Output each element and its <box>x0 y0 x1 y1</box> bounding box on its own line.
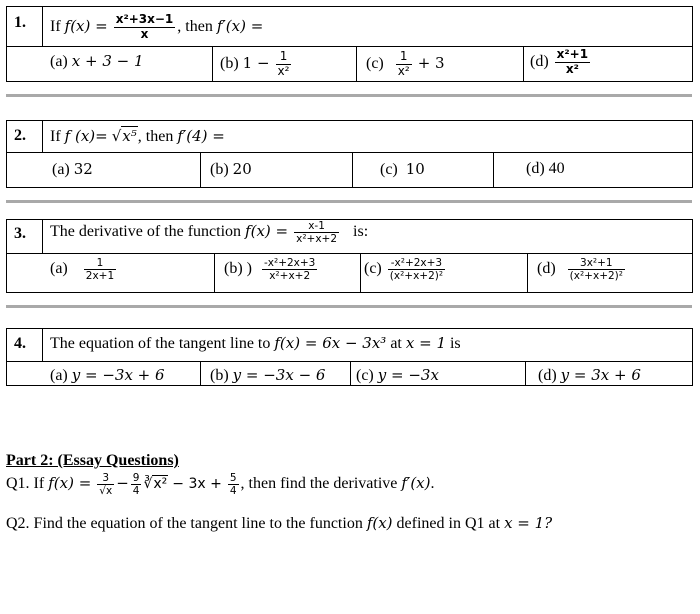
q1-option-b-fraction <box>276 50 292 79</box>
q4-option-a-text: y = −3x + 6 <box>71 366 165 384</box>
q4-option-divider-1 <box>200 361 201 386</box>
part2-q2 <box>6 514 552 533</box>
part2-q1-root-sign: ∛ <box>143 476 153 493</box>
q4-option-c-text: y = −3x <box>377 366 439 384</box>
q3-frac-num: x-1 <box>308 220 325 232</box>
question-4-stem <box>50 334 461 353</box>
q3-option-d-label: (d) <box>537 260 556 278</box>
separator-3 <box>6 305 692 308</box>
part2-q1-t2-num: 9 <box>132 472 140 484</box>
part2-q1-deriv: f′(x) <box>401 474 431 493</box>
part2-q2-mid: defined in Q1 at <box>396 515 501 532</box>
q3-stem-fraction <box>294 220 339 245</box>
q3-c-num: -x²+2x+3 <box>390 257 443 269</box>
q3-option-c-label: (c) <box>364 260 382 278</box>
q1-option-c-post: + 3 <box>417 53 445 72</box>
q1-d-num: x²+1 <box>556 47 589 61</box>
part2-q1-radicand: x² <box>153 476 168 493</box>
q2-stem-prefix: If <box>50 128 61 145</box>
q1-stem-fraction <box>114 13 176 42</box>
part2-q1-tail: , then find the derivative <box>240 475 398 493</box>
q3-option-c[interactable] <box>364 257 447 282</box>
q1-option-b-pre: 1 − <box>242 53 270 72</box>
q3-option-b-label: (b) ) <box>224 260 252 278</box>
q1-option-divider-3 <box>523 46 524 82</box>
q2-stem-radicand: x⁵ <box>122 127 137 145</box>
q2-option-divider-2 <box>352 152 353 188</box>
q3-option-c-fraction <box>388 257 445 282</box>
q2-option-b-label: (b) <box>210 161 229 178</box>
q2-option-b[interactable] <box>210 160 252 179</box>
part2-q1-end: . <box>430 475 435 493</box>
q3-row-divider <box>6 253 693 254</box>
q1-option-d[interactable] <box>530 48 592 77</box>
q3-option-divider-3 <box>527 253 528 293</box>
q2-option-c-text: 10 <box>405 160 425 178</box>
q4-option-b-label: (b) <box>210 367 229 384</box>
q1-b-num: 1 <box>279 49 288 63</box>
separator-1 <box>6 94 692 97</box>
q1-option-b-label: (b) <box>220 54 239 72</box>
q4-option-d-text: y = 3x + 6 <box>560 366 641 384</box>
q4-option-b-text: y = −3x − 6 <box>232 366 326 384</box>
part2-q1-func: f(x) = <box>48 474 92 493</box>
q3-stem-func: f(x) = <box>245 222 289 241</box>
q4-option-b[interactable] <box>210 366 325 385</box>
part2-q1-t4-den: 4 <box>229 485 237 498</box>
separator-2 <box>6 200 692 203</box>
q1-option-divider-2 <box>356 46 357 82</box>
part2-q1-t4-num: 5 <box>229 472 237 484</box>
q2-number-divider <box>42 120 43 152</box>
q2-option-a-label: (a) <box>52 161 70 178</box>
q1-row-divider <box>6 46 693 47</box>
q1-option-divider-1 <box>212 46 213 82</box>
q2-row-divider <box>6 152 693 153</box>
q4-stem-math: f(x) = 6x − 3x³ <box>274 334 387 352</box>
part2-q1-t1-num: 3 <box>102 472 110 484</box>
q3-stem-suffix: is: <box>353 223 369 241</box>
q1-option-d-fraction <box>555 48 590 77</box>
part2-q1-label: Q1. If <box>6 475 45 493</box>
q1-b-den: x² <box>277 63 290 78</box>
q2-stem-deriv: f′(4) = <box>177 127 225 145</box>
question-1-number: 1. <box>14 14 26 31</box>
q1-number-divider <box>42 6 43 46</box>
q1-stem-func: f(x) = <box>64 16 108 35</box>
q1-stem-suffix: , then <box>177 17 213 35</box>
part2-q1-cuberoot <box>143 475 168 492</box>
q1-d-den: x² <box>555 62 590 77</box>
q3-d-num: 3x²+1 <box>580 257 613 269</box>
q2-option-c[interactable] <box>380 160 425 179</box>
q2-option-divider-3 <box>493 152 494 188</box>
part2-q2-text: Q2. Find the equation of the tangent line to the function <box>6 515 363 532</box>
part2-q1-term1 <box>97 472 114 497</box>
q4-option-a[interactable] <box>50 366 165 385</box>
question-2-number: 2. <box>14 127 26 144</box>
q3-frac-den: x²+x+2 <box>296 233 338 246</box>
question-1-stem <box>50 13 263 42</box>
question-4-number: 4. <box>14 335 26 352</box>
q2-option-d[interactable] <box>526 160 565 178</box>
q4-number-divider <box>42 328 43 361</box>
q4-stem-prefix: The equation of the tangent line to <box>50 335 271 352</box>
question-2-stem <box>50 126 225 146</box>
q1-stem-prefix: If <box>50 17 61 35</box>
q4-stem-suffix: is <box>449 335 461 352</box>
question-3-stem <box>50 220 368 245</box>
q1-option-c[interactable] <box>366 50 445 79</box>
q4-stem-at: at <box>390 335 402 352</box>
q3-option-d-fraction <box>568 257 625 282</box>
q3-c-den: (x²+x+2)² <box>389 270 444 283</box>
q3-d-den: (x²+x+2)² <box>569 270 623 283</box>
q2-option-a-text: 32 <box>73 160 93 178</box>
part2-q2-cond: x = 1? <box>504 514 553 532</box>
q4-option-d-label: (d) <box>538 367 557 384</box>
part2-q1-term3: − 3x + <box>172 476 222 493</box>
q3-b-num: -x²+2x+3 <box>263 257 316 269</box>
part2-q1-minus: − <box>116 474 129 493</box>
q4-option-a-label: (a) <box>50 367 68 384</box>
q1-option-a-label: (a) <box>50 53 68 70</box>
q4-option-c-label: (c) <box>356 367 374 384</box>
q2-option-c-label: (c) <box>380 161 398 178</box>
q4-option-divider-3 <box>525 361 526 386</box>
q1-option-a[interactable] <box>50 52 144 71</box>
q3-option-divider-2 <box>360 253 361 293</box>
q3-b-den: x²+x+2 <box>262 269 317 282</box>
q3-option-a-fraction <box>84 257 116 282</box>
q3-number-divider <box>42 219 43 253</box>
q3-option-a-label: (a) <box>50 260 68 278</box>
q2-option-d-label: (d) <box>526 160 545 177</box>
q3-stem-prefix: The derivative of the function <box>50 223 242 241</box>
q1-option-b[interactable] <box>220 50 293 79</box>
q2-stem-func: f (x)= <box>64 127 108 145</box>
q1-frac-num: x²+3x−1 <box>115 12 174 26</box>
part2-q1-t2-den: 4 <box>132 485 140 498</box>
part2-q1-t1-den: √x <box>99 485 113 498</box>
q3-option-d[interactable] <box>537 257 627 282</box>
q3-option-b[interactable] <box>224 257 319 282</box>
q4-stem-cond: x = 1 <box>405 334 446 352</box>
q3-a-den: 2x+1 <box>85 270 115 283</box>
q3-a-num: 1 <box>96 257 104 269</box>
q2-option-a[interactable] <box>52 160 93 179</box>
q1-option-c-fraction <box>396 50 412 79</box>
part2-q1 <box>6 472 435 497</box>
q2-stem-suffix: , then <box>137 128 174 145</box>
q1-frac-den: x <box>114 27 176 42</box>
q3-option-a[interactable] <box>50 257 118 282</box>
q3-option-divider-1 <box>214 253 215 293</box>
question-3-number: 3. <box>14 225 26 242</box>
q3-option-b-fraction <box>262 257 317 282</box>
q1-option-d-label: (d) <box>530 52 549 70</box>
q2-option-d-text: 40 <box>548 160 565 177</box>
q2-option-b-text: 20 <box>232 160 252 178</box>
q2-stem-sqrt: √x⁵ <box>111 127 137 145</box>
q1-option-c-label: (c) <box>366 54 384 72</box>
q1-c-den: x² <box>397 63 410 78</box>
q4-option-c[interactable] <box>356 366 439 385</box>
q4-option-d[interactable] <box>538 366 641 385</box>
q1-stem-deriv: f′(x) = <box>216 16 264 35</box>
q2-option-divider-1 <box>200 152 201 188</box>
part2-heading: Part 2: (Essay Questions) <box>6 452 179 469</box>
part2-q1-term4 <box>228 472 239 497</box>
q1-c-num: 1 <box>399 49 408 63</box>
q1-option-a-text: x + 3 − 1 <box>71 52 144 70</box>
part2-q1-term2 <box>131 472 142 497</box>
q4-option-divider-2 <box>350 361 351 386</box>
part2-q2-func: f(x) <box>366 514 393 532</box>
